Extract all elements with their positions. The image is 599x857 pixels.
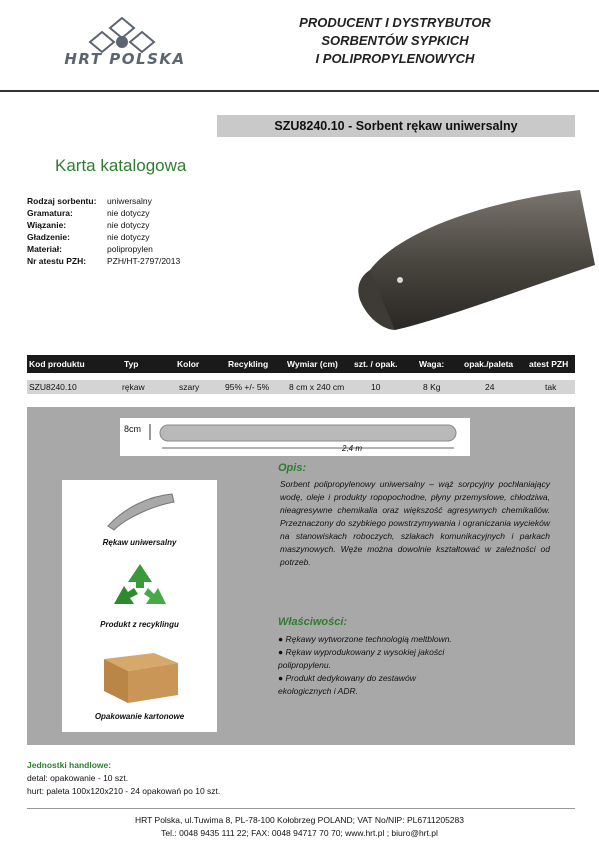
table-header bbox=[27, 355, 575, 373]
table-cell: 8 cm x 240 cm bbox=[289, 382, 345, 392]
spec-value: nie dotyczy bbox=[107, 208, 150, 218]
height-label: 8cm bbox=[124, 424, 142, 434]
cardboard-box-icon bbox=[98, 645, 184, 707]
spec-value: nie dotyczy bbox=[107, 220, 150, 230]
spec-label: Wiązanie: bbox=[27, 220, 67, 230]
logo-text: HRT POLSKA bbox=[64, 50, 186, 68]
card-caption: Rękaw uniwersalny bbox=[102, 538, 177, 547]
card-caption: Produkt z recyklingu bbox=[100, 620, 179, 629]
col-header: atest PZH bbox=[529, 359, 569, 369]
footer-address: HRT Polska, ul.Tuwima 8, PL-78-100 Kołobrzeg POLAND; VAT No/NIP: PL6711205283 bbox=[135, 815, 464, 825]
col-header: Recykling bbox=[228, 359, 269, 369]
wlasciwosci-list bbox=[278, 633, 548, 698]
jednostki-line: hurt: paleta 100x120x210 - 24 opakowań po 10 szt. bbox=[27, 786, 221, 796]
spec-value: polipropylen bbox=[107, 244, 153, 254]
col-header: Kod produktu bbox=[29, 359, 85, 369]
spec-value: uniwersalny bbox=[107, 196, 152, 206]
length-label: 2,4 m bbox=[342, 444, 363, 453]
col-header: opak./paleta bbox=[464, 359, 514, 369]
opis-text: Sorbent polipropylenowy uniwersalny – wąż sorpcyjny pochłaniający wodę, oleje i produkty ropopochodne, płyny przemysłowe, chłodziwa, nieagresywne chemikalia oraz większość agresywnych chemikaliów. Przeznaczony do szybkiego powstrzymywania i ograniczania wycieków na stanowiskach roboczych, szlakach komunikacyjnych i parkach maszynowych. Węże można dowolnie kształtować w zależności od potrzeb. bbox=[280, 479, 550, 567]
product-title: SZU8240.10 - Sorbent rękaw uniwersalny bbox=[217, 115, 575, 137]
recycle-icon bbox=[108, 560, 172, 616]
spec-label: Materiał: bbox=[27, 244, 62, 254]
spec-row bbox=[27, 243, 180, 255]
dimension-diagram bbox=[120, 418, 470, 456]
spec-row bbox=[27, 255, 180, 267]
table-cell: 10 bbox=[371, 382, 381, 392]
spec-value: nie dotyczy bbox=[107, 232, 150, 242]
jednostki-heading: Jednostki handlowe: bbox=[27, 760, 112, 770]
spec-row bbox=[27, 195, 180, 207]
table-cell: SZU8240.10 bbox=[29, 382, 77, 392]
spec-value: PZH/HT-2797/2013 bbox=[107, 256, 181, 266]
header-line-2: SORBENTÓW SYPKICH bbox=[321, 33, 469, 48]
sheet-title: Karta katalogowa bbox=[55, 156, 187, 175]
table-cell: 24 bbox=[485, 382, 495, 392]
spec-list bbox=[27, 195, 180, 267]
list-item: ● Rękawy wytworzone technologią meltblown. bbox=[278, 634, 452, 644]
spec-label: Gładzenie: bbox=[27, 232, 70, 242]
footer-divider bbox=[27, 808, 575, 809]
col-header: Kolor bbox=[177, 359, 200, 369]
spec-row bbox=[27, 231, 180, 243]
table-row bbox=[27, 380, 575, 394]
opis-heading: Opis: bbox=[278, 462, 307, 474]
sock-icon bbox=[104, 488, 176, 532]
spec-label: Nr atestu PZH: bbox=[27, 256, 87, 266]
col-header: szt. / opak. bbox=[354, 359, 398, 369]
footer-contact: Tel.: 0048 9435 111 22; FAX: 0048 94717 70 70; www.hrt.pl ; biuro@hrt.pl bbox=[161, 828, 438, 838]
header-title bbox=[280, 14, 510, 68]
product-sock-image bbox=[340, 170, 595, 345]
jednostki-line: detal: opakowanie - 10 szt. bbox=[27, 773, 129, 783]
card-caption: Opakowanie kartonowe bbox=[94, 712, 185, 721]
header-divider bbox=[0, 90, 599, 92]
list-item: ● Rękaw wyprodukowany z wysokiej jakości polipropylenu. bbox=[278, 647, 445, 670]
header-line-3: I POLIPROPYLENOWYCH bbox=[315, 51, 475, 66]
spec-label: Rodzaj sorbentu: bbox=[27, 196, 97, 206]
spec-row bbox=[27, 207, 180, 219]
header-line-1: PRODUCENT I DYSTRYBUTOR bbox=[299, 15, 491, 30]
table-cell: tak bbox=[545, 382, 557, 392]
list-item: ● Produkt dedykowany do zestawów ekologicznych i ADR. bbox=[278, 673, 416, 696]
spec-row bbox=[27, 219, 180, 231]
table-cell: 95% +/- 5% bbox=[225, 382, 270, 392]
col-header: Waga: bbox=[419, 359, 445, 369]
table-cell: 8 Kg bbox=[423, 382, 441, 392]
col-header: Typ bbox=[124, 359, 139, 369]
table-cell: szary bbox=[179, 382, 200, 392]
wlasciwosci-heading: Właściwości: bbox=[278, 616, 348, 628]
spec-label: Gramatura: bbox=[27, 208, 73, 218]
col-header: Wymiar (cm) bbox=[287, 359, 338, 369]
table-cell: rękaw bbox=[122, 382, 145, 392]
sock-drawing bbox=[148, 420, 466, 454]
